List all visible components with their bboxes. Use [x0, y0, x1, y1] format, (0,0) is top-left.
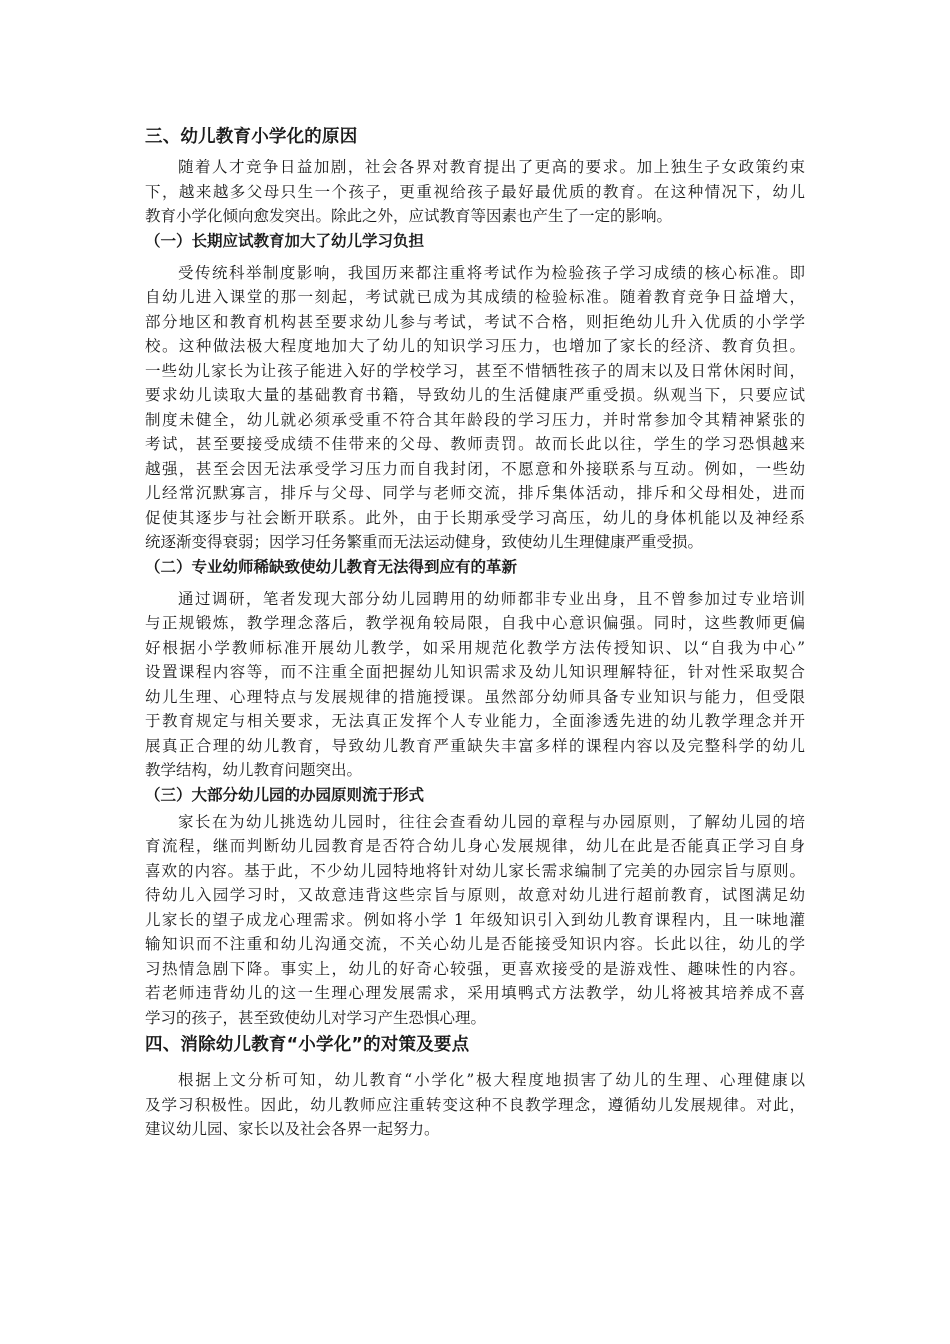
text-line: 及学习积极性。因此，幼儿教师应注重转变这种不良教学理念，遵循幼儿发展规律。对此， — [145, 1095, 805, 1114]
text-line: 部分地区和教育机构甚至要求幼儿参与考试，考试不合格，则拒绝幼儿升入优质的小学学 — [145, 312, 805, 331]
text-line: 随着人才竞争日益加剧，社会各界对教育提出了更高的要求。加上独生子女政策约束 — [178, 158, 805, 176]
document-body — [145, 122, 805, 1142]
text-line: 育流程，继而判断幼儿园教育是否符合幼儿身心发展规律，幼儿在此是否能真正学习自身 — [145, 837, 805, 855]
paragraph-teachers — [145, 587, 805, 783]
paragraph-intro — [145, 155, 805, 229]
text-line: 与正规锻炼，教学理念落后，教学视角较局限，自我中心意识偏强。同时，这些教师更偏 — [145, 614, 805, 632]
section-heading-4: 四、消除幼儿教育“小学化”的对策及要点 — [145, 1035, 470, 1055]
text-line: 统逐渐变得衰弱；因学习任务繁重而无法运动健身，致使幼儿生理健康严重受损。 — [145, 533, 704, 551]
text-line: 设置课程内容等，而不注重全面把握幼儿知识需求及幼儿知识理解特征，针对性采取契合 — [145, 663, 805, 681]
text-line: 越强，甚至会因无法承受学习压力而自我封闭，不愿意和外接联系与互动。例如，一些幼 — [145, 459, 805, 478]
text-line: 考试，甚至要接受成绩不佳带来的父母、教师责罚。故而长此以往，学生的学习恐惧越来 — [145, 435, 805, 453]
text-line: 建议幼儿园、家长以及社会各界一起努力。 — [145, 1120, 440, 1138]
text-line: 下，越来越多父母只生一个孩子，更重视给孩子最好最优质的教育。在这种情况下，幼儿 — [145, 182, 805, 201]
text-line: 根据上文分析可知，幼儿教育“小学化”极大程度地损害了幼儿的生理、心理健康以 — [178, 1071, 805, 1089]
paragraph-countermeasures — [145, 1068, 805, 1142]
subheading-2: （二）专业幼师稀缺致使幼儿教育无法得到应有的革新 — [145, 557, 518, 576]
text-line: 教学结构，幼儿教育问题突出。 — [145, 761, 363, 779]
text-line: 校。这种做法极大程度地加大了幼儿的知识学习压力，也增加了家长的经济、教育负担。 — [145, 337, 805, 355]
text-line: 教育小学化倾向愈发突出。除此之外，应试教育等因素也产生了一定的影响。 — [145, 207, 673, 225]
text-line: 幼儿生理、心理特点与发展规律的措施授课。虽然部分幼师具备专业知识与能力，但受限 — [145, 687, 805, 706]
text-line: 儿经常沉默寡言，排斥与父母、同学与老师交流，排斥集体活动，排斥和父母相处，进而 — [145, 484, 805, 502]
text-line: 儿家长的望子成龙心理需求。例如将小学 1 年级知识引入到幼儿教育课程内，且一味地灌 — [145, 910, 805, 929]
text-line: 受传统科举制度影响，我国历来都注重将考试作为检验孩子学习成绩的核心标准。即 — [178, 263, 805, 282]
text-line: 学习的孩子，甚至致使幼儿对学习产生恐惧心理。 — [145, 1008, 487, 1027]
text-line: 促使其逐步与社会断开联系。此外，由于长期承受学习高压，幼儿的身体机能以及神经系 — [145, 508, 805, 527]
text-line: 要求幼儿读取大量的基础教育书籍，导致幼儿的生活健康严重受损。纵观当下，只要应试 — [145, 386, 805, 404]
text-line: 自幼儿进入课堂的那一刻起，考试就已成为其成绩的检验标准。随着教育竞争日益增大， — [145, 288, 805, 306]
text-line: 输知识而不注重和幼儿沟通交流，不关心幼儿是否能接受知识内容。长此以往，幼儿的学 — [145, 935, 805, 953]
paragraph-principles — [145, 810, 805, 1031]
text-line: 通过调研，笔者发现大部分幼儿园聘用的幼师都非专业出身，且不曾参加过专业培训 — [178, 589, 805, 608]
text-line: 一些幼儿家长为让孩子能进入好的学校学习，甚至不惜牺牲孩子的周末以及日常休闲时间， — [145, 361, 805, 380]
text-line: 制度未健全，幼儿就必须承受重不符合其年龄段的学习压力，并时常参加令其精神紧张的 — [145, 410, 805, 429]
paragraph-exam-burden — [145, 261, 805, 555]
text-line: 若老师违背幼儿的这一生理心理发展需求，采用填鸭式方法教学，幼儿将被其培养成不喜 — [145, 984, 805, 1002]
subheading-1: （一）长期应试教育加大了幼儿学习负担 — [145, 231, 425, 250]
subheading-3: （三）大部分幼儿园的办园原则流于形式 — [145, 785, 425, 804]
text-line: 于教育规定与相关要求，无法真正发挥个人专业能力，全面渗透先进的幼儿教学理念并开 — [145, 712, 805, 730]
text-line: 好根据小学教师标准开展幼儿教学，如采用规范化教学方法传授知识、以“自我为中心” — [145, 638, 805, 657]
text-line: 展真正合理的幼儿教育，导致幼儿教育严重缺失丰富多样的课程内容以及完整科学的幼儿 — [145, 736, 805, 755]
text-line: 家长在为幼儿挑选幼儿园时，往往会查看幼儿园的章程与办园原则，了解幼儿园的培 — [178, 812, 805, 831]
text-line: 习热情急剧下降。事实上，幼儿的好奇心较强，更喜欢接受的是游戏性、趣味性的内容。 — [145, 959, 805, 978]
text-line: 喜欢的内容。基于此，不少幼儿园特地将针对幼儿家长需求编制了完美的办园宗旨与原则。 — [145, 861, 805, 880]
text-line: 待幼儿入园学习时，又故意违背这些宗旨与原则，故意对幼儿进行超前教育，试图满足幼 — [145, 886, 805, 904]
section-heading-3: 三、幼儿教育小学化的原因 — [145, 127, 358, 147]
